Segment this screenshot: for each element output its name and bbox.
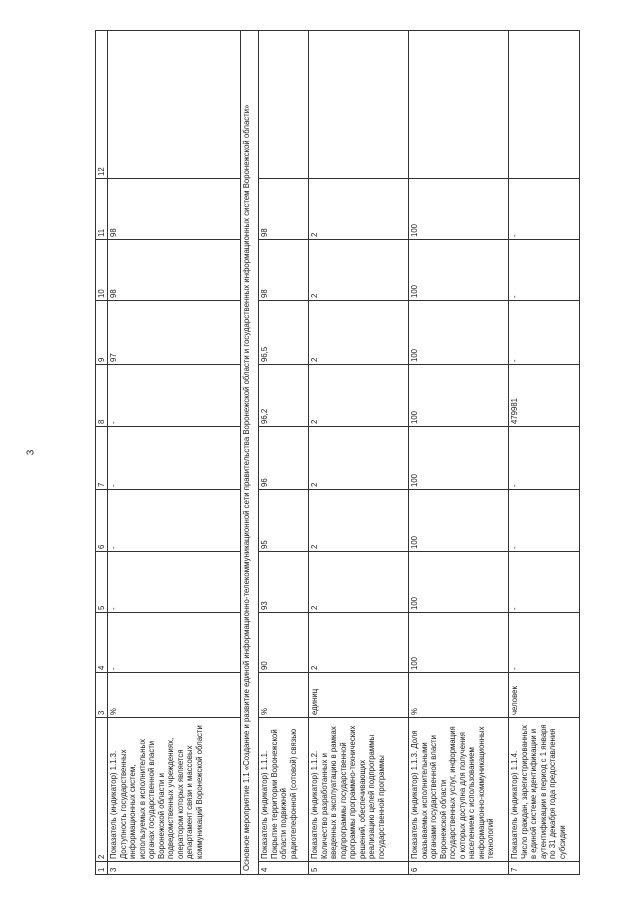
table-cell: 97 bbox=[108, 301, 241, 365]
table-cell: - bbox=[509, 613, 580, 673]
table-cell: 2 bbox=[309, 427, 409, 490]
table-cell: - bbox=[509, 179, 580, 240]
table-body bbox=[96, 31, 580, 875]
table-row bbox=[108, 31, 241, 875]
table-cell: 2 bbox=[309, 613, 409, 673]
table-cell: 100 bbox=[409, 490, 509, 552]
table-cell: 2 bbox=[309, 490, 409, 552]
column-number: 3 bbox=[96, 673, 108, 718]
table-cell: - bbox=[509, 240, 580, 301]
column-number: 10 bbox=[96, 240, 108, 301]
table-cell: 90 bbox=[259, 613, 309, 673]
table-cell: 96,5 bbox=[259, 301, 309, 365]
table-cell bbox=[409, 31, 509, 179]
table-cell: 100 bbox=[409, 365, 509, 427]
table-cell: 95 bbox=[259, 490, 309, 552]
table-row bbox=[309, 31, 409, 875]
table-cell: 2 bbox=[309, 301, 409, 365]
table-cell: 96 bbox=[259, 427, 309, 490]
indicators-table bbox=[95, 30, 580, 875]
table-cell: % bbox=[409, 673, 509, 718]
table-row bbox=[509, 31, 580, 875]
table-cell: - bbox=[108, 427, 241, 490]
column-number: 7 bbox=[96, 427, 108, 490]
table-cell: 2 bbox=[309, 179, 409, 240]
table-cell: 2 bbox=[309, 552, 409, 613]
table-row bbox=[259, 31, 309, 875]
table-cell: - bbox=[509, 301, 580, 365]
table-cell bbox=[509, 31, 580, 179]
column-number: 9 bbox=[96, 301, 108, 365]
page-number: 3 bbox=[25, 449, 37, 456]
rotated-content bbox=[95, 31, 567, 875]
table-cell: 2 bbox=[309, 365, 409, 427]
header-row bbox=[96, 31, 108, 875]
table-cell: 98 bbox=[259, 179, 309, 240]
table-cell: 98 bbox=[108, 240, 241, 301]
document-page bbox=[95, 31, 567, 875]
table-cell: - bbox=[108, 365, 241, 427]
table-cell: 6 bbox=[409, 862, 509, 875]
table-cell: % bbox=[108, 673, 241, 718]
indicator-name-cell: Показатель (индикатор) 1.1.1. Покрытие территории Воронежской области подвижной радиотелефонной (сотовой) связью bbox=[259, 718, 309, 862]
table-cell: 2 bbox=[309, 240, 409, 301]
table-cell: 100 bbox=[409, 613, 509, 673]
column-number: 8 bbox=[96, 365, 108, 427]
table-cell: единиц bbox=[309, 673, 409, 718]
table-cell: человек bbox=[509, 673, 580, 718]
column-number: 11 bbox=[96, 179, 108, 240]
column-number: 12 bbox=[96, 31, 108, 179]
table-cell: 100 bbox=[409, 427, 509, 490]
table-cell: 4 bbox=[259, 862, 309, 875]
table-cell: 3 bbox=[108, 862, 241, 875]
column-number: 4 bbox=[96, 613, 108, 673]
table-cell: - bbox=[509, 427, 580, 490]
table-cell: 96,2 bbox=[259, 365, 309, 427]
indicator-name-cell: Показатель (индикатор) 1.1.4. Число граждан, зарегистрированных в единой системе идентификации и аутентификации в период с 1 января по 31 декабря года предоставления субсидии bbox=[509, 718, 580, 862]
table-cell bbox=[108, 31, 241, 179]
table-cell: 100 bbox=[409, 179, 509, 240]
column-number: 6 bbox=[96, 490, 108, 552]
table-cell: 100 bbox=[409, 301, 509, 365]
table-cell: 100 bbox=[409, 552, 509, 613]
table-cell: 479981 bbox=[509, 365, 580, 427]
indicator-name-cell: Показатель (индикатор) 1.1.3. Доля оказываемых исполнительными органами государственной власти Воронежской области государственных услуг, информация о которых доступна для получения населением с использованием информационно-коммуникационных технологий bbox=[409, 718, 509, 862]
table-cell bbox=[259, 31, 309, 179]
table-cell: - bbox=[108, 490, 241, 552]
indicator-name-cell: Показатель (индикатор) 1.1.2. Количество разработанных и введенных в эксплуатацию в рамках подпрограммы государственной программы программно-технических решений, обеспечивающих реализацию целей подпрограммы государственной программы bbox=[309, 718, 409, 862]
table-cell: 7 bbox=[509, 862, 580, 875]
table-cell: - bbox=[509, 552, 580, 613]
table-cell: 93 bbox=[259, 552, 309, 613]
table-row bbox=[409, 31, 509, 875]
column-number: 1 bbox=[96, 862, 108, 875]
table-cell: - bbox=[108, 613, 241, 673]
table-cell: 5 bbox=[309, 862, 409, 875]
table-cell: % bbox=[259, 673, 309, 718]
column-number: 2 bbox=[96, 718, 108, 862]
table-cell: 98 bbox=[108, 179, 241, 240]
table-cell bbox=[309, 31, 409, 179]
table-cell: - bbox=[108, 552, 241, 613]
section-title: Основное мероприятие 1.1 «Создание и развитие единой информационно-телекоммуникационной сети правительства Воронежской области и государственных информационных систем Воронежской области» bbox=[241, 31, 259, 875]
table-cell: 98 bbox=[259, 240, 309, 301]
table-cell: 100 bbox=[409, 240, 509, 301]
column-number: 5 bbox=[96, 552, 108, 613]
table-cell: - bbox=[509, 490, 580, 552]
indicator-name-cell: Показатель (индикатор) 1.1.3. Доступность государственных информационных систем, используемых в исполнительных органах государственной власти Воронежской области и подведомственных учреждениях, оператором которых является департамент связи и массовых коммуникаций Воронежской области bbox=[108, 718, 241, 862]
section-row bbox=[241, 31, 259, 875]
